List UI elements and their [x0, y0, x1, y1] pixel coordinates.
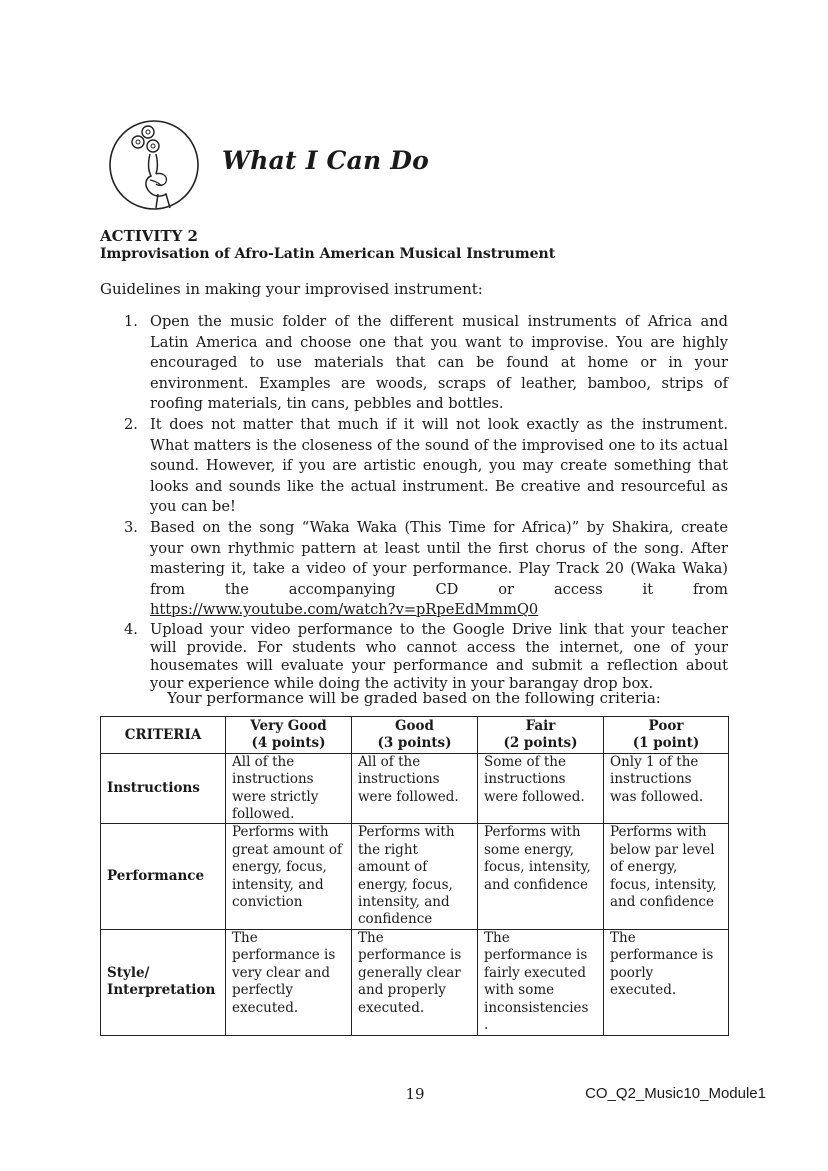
guidelines-list: [124, 312, 728, 693]
youtube-link[interactable]: https://www.youtube.com/watch?v=pRpeEdMmmQ0: [150, 601, 539, 619]
header-criteria-label: CRITERIA: [124, 726, 202, 743]
header-label: Fair: [525, 718, 556, 734]
guideline-text: It does not matter that much if it will not look exactly as the instrument. What matters is the closeness of the sound of the improvised one to its actual sound. However, if you are artistic enough, you may create something that looks and sounds like the actual instrument. Be creative and resourceful as you can be!: [150, 415, 728, 516]
criterion-label: Performance: [101, 824, 226, 929]
rubric-row-style: [101, 929, 729, 1035]
criteria-caption: Your performance will be graded based on the following criteria:: [167, 689, 661, 707]
header-points: (1 point): [632, 735, 700, 752]
rubric-cell: All of the instructions were followed.: [352, 753, 478, 824]
rubric-cell: Some of the instructions were followed.: [478, 753, 604, 824]
rubric-cell: All of the instructions were strictly followed.: [226, 753, 352, 824]
rubric-cell: The performance is fairly executed with some inconsistencies .: [478, 929, 604, 1035]
header-label: Very Good: [250, 718, 327, 734]
header-points: (4 points): [251, 735, 326, 752]
guideline-text-body: Based on the song “Waka Waka (This Time for Africa)” by Shakira, create your own rhythmic pattern at least until the first chorus of the song. After mastering it, take a video of your performance. Play Track 20 (Waka Waka) from the accompanying CD or access it from: [150, 518, 728, 598]
criterion-label: Instructions: [101, 753, 226, 824]
rubric-row-performance: [101, 824, 729, 929]
rubric-cell: Performs with great amount of energy, focus, intensity, and conviction: [226, 824, 352, 929]
page-number: 19: [405, 1085, 425, 1103]
criterion-label: Style/ Interpretation: [101, 929, 226, 1035]
header-criteria: [101, 717, 226, 754]
activity-subtitle: Improvisation of Afro-Latin American Musical Instrument: [100, 246, 556, 262]
header-points: (2 points): [503, 735, 578, 752]
guidelines-intro: Guidelines in making your improvised instrument:: [100, 280, 483, 298]
rubric-cell: The performance is very clear and perfectly executed.: [226, 929, 352, 1035]
hand-holding-gears-icon: [108, 118, 202, 212]
header-label: Poor: [648, 718, 684, 734]
guideline-text: [150, 518, 728, 621]
rubric-table: [100, 716, 729, 1036]
guideline-number: 3.: [124, 518, 138, 536]
guideline-item: [124, 312, 728, 415]
header-label: Good: [395, 718, 434, 734]
guideline-number: 1.: [124, 313, 138, 330]
rubric-cell: Performs with the right amount of energy, focus, intensity, and confidence: [352, 824, 478, 929]
guideline-item: [124, 415, 728, 518]
rubric-row-instructions: [101, 753, 729, 824]
guideline-item: [124, 621, 728, 693]
header-very-good: [226, 717, 352, 754]
activity-label: ACTIVITY 2: [100, 227, 198, 245]
guideline-number: 4.: [124, 620, 138, 638]
header-fair: [478, 717, 604, 754]
module-code: CO_Q2_Music10_Module1: [585, 1085, 766, 1102]
header-points: (3 points): [377, 735, 452, 752]
guideline-number: 2.: [124, 415, 138, 433]
header-poor: [604, 717, 729, 754]
rubric-cell: The performance is generally clear and properly executed.: [352, 929, 478, 1035]
guideline-text: Upload your video performance to the Google Drive link that your teacher will provide. For students who cannot access the internet, one of your housemates will evaluate your performance and submit a reflection about your experience while doing the activity in your barangay drop box.: [150, 620, 728, 692]
rubric-cell: The performance is poorly executed.: [604, 929, 729, 1035]
rubric-cell: Performs with below par level of energy, focus, intensity, and confidence: [604, 824, 729, 929]
rubric-header-row: [101, 717, 729, 754]
header-good: [352, 717, 478, 754]
rubric-cell: Only 1 of the instructions was followed.: [604, 753, 729, 824]
guideline-text: Open the music folder of the different musical instruments of Africa and Latin America and choose one that you want to improvise. You are highly encouraged to use materials that can be found at home or in your environment. Examples are woods, scraps of leather, bamboo, strips of roofing materials, tin cans, pebbles and bottles.: [150, 313, 728, 413]
section-title: What I Can Do: [222, 146, 430, 175]
guideline-item: [124, 518, 728, 621]
rubric-cell: Performs with some energy, focus, intensity, and confidence: [478, 824, 604, 929]
